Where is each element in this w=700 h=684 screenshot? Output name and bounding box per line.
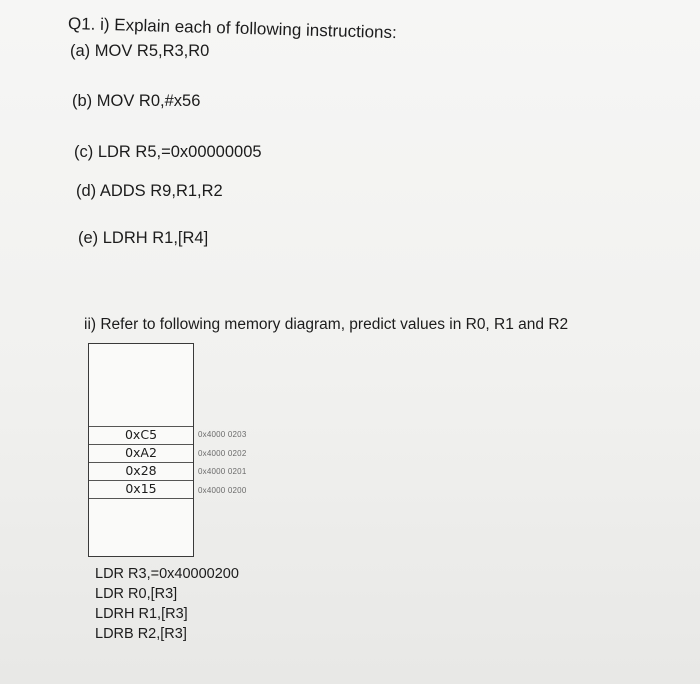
memory-address: 0x4000 0202 — [198, 449, 247, 458]
memory-address: 0x4000 0201 — [198, 467, 247, 476]
memory-cell: 0xA2 — [89, 444, 193, 461]
memory-divider — [89, 498, 193, 499]
code-line: LDR R0,[R3] — [95, 586, 178, 602]
question-title: Q1. i) Explain each of following instructions: — [67, 14, 397, 43]
instruction-b: (b) MOV R0,#x56 — [72, 92, 201, 110]
code-line: LDRB R2,[R3] — [95, 626, 187, 642]
memory-diagram — [88, 343, 194, 557]
part2-prompt: ii) Refer to following memory diagram, predict values in R0, R1 and R2 — [84, 316, 569, 333]
instruction-d: (d) ADDS R9,R1,R2 — [76, 182, 223, 200]
memory-cell: 0x15 — [89, 480, 193, 497]
memory-address: 0x4000 0200 — [198, 486, 247, 495]
instruction-c: (c) LDR R5,=0x00000005 — [74, 143, 262, 161]
instruction-a: (a) MOV R5,R3,R0 — [70, 42, 210, 60]
memory-cell: 0xC5 — [89, 426, 193, 443]
code-line: LDRH R1,[R3] — [95, 606, 188, 622]
code-line: LDR R3,=0x40000200 — [95, 566, 239, 582]
memory-address: 0x4000 0203 — [198, 430, 247, 439]
memory-cell: 0x28 — [89, 462, 193, 479]
instruction-e: (e) LDRH R1,[R4] — [78, 229, 209, 247]
